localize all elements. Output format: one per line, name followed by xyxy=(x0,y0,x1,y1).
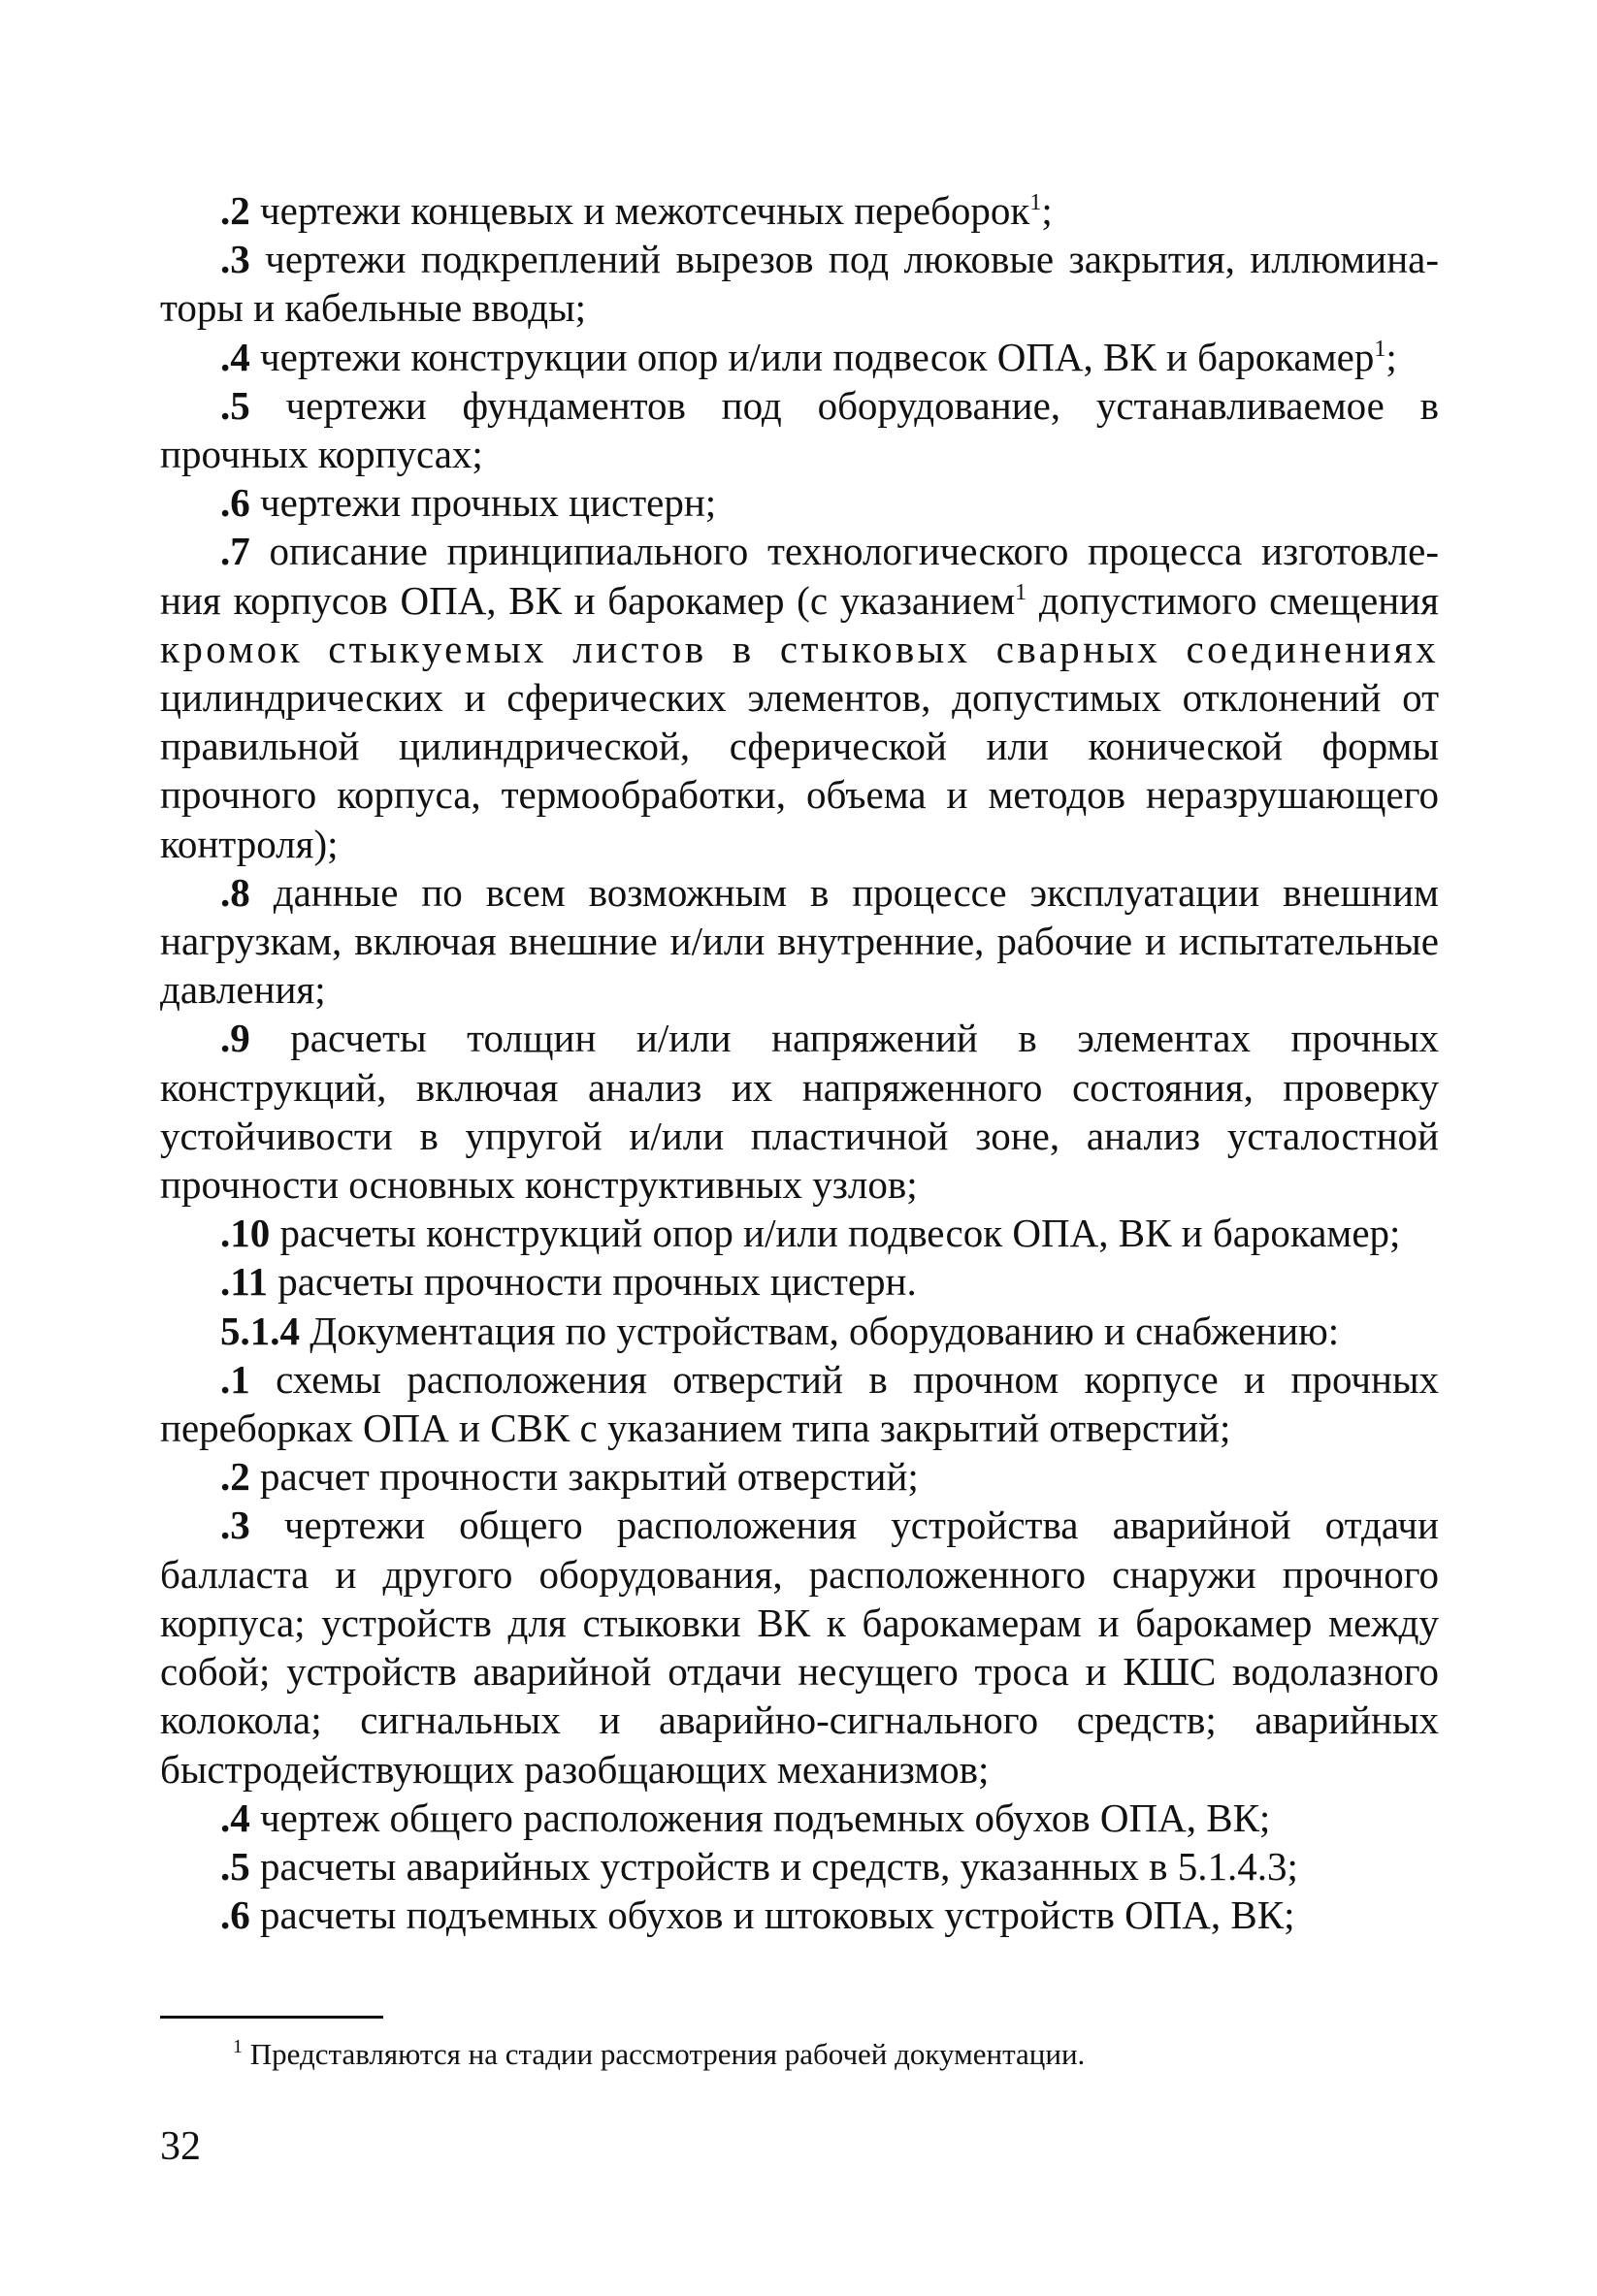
item-text: расчеты аварийных устройств и средств, указанных в 5.1.4.3; xyxy=(249,1843,1298,1889)
footnote-ref: 1 xyxy=(1029,190,1042,216)
item-number: .7 xyxy=(220,529,250,574)
footnote-divider xyxy=(160,2016,383,2019)
footnote-ref: 1 xyxy=(1015,579,1027,605)
item-text-tail: ; xyxy=(1385,334,1397,379)
item-number: .11 xyxy=(220,1259,268,1305)
paragraph-item-6-lug-calcs xyxy=(160,1891,1439,1939)
item-text: расчеты подъемных обухов и штоковых устройств ОПА, ВК; xyxy=(249,1892,1295,1938)
item-number: .2 xyxy=(220,1454,250,1500)
item-text-continued: допустимого смещения xyxy=(1027,577,1439,623)
item-number: .6 xyxy=(220,480,250,526)
paragraph-item-8-loads xyxy=(160,868,1439,1015)
item-number: .4 xyxy=(220,1795,250,1840)
paragraph-item-2-closures xyxy=(160,1452,1439,1501)
footnote-ref: 1 xyxy=(1374,336,1386,362)
item-number: .5 xyxy=(220,1843,250,1889)
item-text: чертеж общего расположения подъемных обухов ОПА, ВК; xyxy=(249,1795,1271,1840)
item-text: чертежи общего расположения устройства аварийной отдачи балласта и другого оборудования, расположенного снаружи прочного корпуса; устройств для стыковки ВК к барокамерам и барокамер между собой; устройств аварийной отдачи несущего троса и КШС водолазного колокола; сигнальных и аварийно-сигнального средств; аварийных быстродействующих разобщающих механизмов; xyxy=(160,1503,1439,1792)
item-text-tail: цилиндрических и сферических элементов, допустимых отклонений от правильной цилиндрической, сферической или конической формы прочного корпуса, термообработки, объема и методов неразрушающего контроля); xyxy=(160,675,1439,866)
paragraph-item-11-tank-calcs xyxy=(160,1257,1439,1306)
item-text: чертежи фундаментов под оборудование, устанавливаемое в прочных корпусах; xyxy=(160,382,1439,477)
item-text: чертежи концевых и межотсечных переборок xyxy=(249,188,1030,233)
item-text-tail: ; xyxy=(1041,188,1053,233)
footnote-mark: 1 xyxy=(233,2036,243,2057)
item-text: чертежи прочных цистерн; xyxy=(249,480,717,526)
section-heading-5-1-4 xyxy=(160,1307,1439,1355)
item-number: .10 xyxy=(220,1211,271,1256)
item-number: .9 xyxy=(220,1016,250,1061)
paragraph-item-2-bulkheads xyxy=(160,186,1439,235)
paragraph-item-9-calculations xyxy=(160,1014,1439,1209)
paragraph-item-1-openings xyxy=(160,1355,1439,1452)
paragraph-item-4-lifting-lugs xyxy=(160,1794,1439,1842)
footnote-text: Представляются на стадии рассмотрения рабочей документации. xyxy=(243,2037,1086,2071)
item-text: данные по всем возможным в процессе эксплуатации внешним нагрузкам, включая внешние и/или внутренние, рабочие и испытательные давления; xyxy=(160,869,1439,1013)
item-number: .2 xyxy=(220,188,250,233)
paragraph-item-7-process xyxy=(160,527,1439,867)
item-text: описание принципиального технологического процесса изготовления корпусов ОПА, ВК и барокамер (с указанием xyxy=(160,529,1439,623)
footnote xyxy=(233,2035,1397,2074)
paragraph-item-3-arrangement xyxy=(160,1501,1439,1793)
item-text: расчет прочности закрытий отверстий; xyxy=(249,1454,919,1500)
page-number: 32 xyxy=(160,2124,201,2169)
paragraph-item-5-emergency-calcs xyxy=(160,1842,1439,1891)
section-number: 5.1.4 xyxy=(220,1308,300,1353)
item-text: чертежи подкреплений вырезов под люковые закрытия, иллюминаторы и кабельные вводы; xyxy=(160,237,1439,331)
item-number: .8 xyxy=(220,869,250,915)
item-number: .3 xyxy=(220,237,250,282)
paragraph-item-3-reinforcements xyxy=(160,235,1439,332)
item-text: чертежи конструкции опор и/или подвесок ОПА, ВК и барокамер xyxy=(249,334,1375,379)
main-text xyxy=(160,186,1439,1939)
paragraph-item-10-support-calcs xyxy=(160,1209,1439,1257)
paragraph-item-6-tanks xyxy=(160,478,1439,527)
paragraph-item-5-foundations xyxy=(160,381,1439,478)
item-text: расчеты конструкций опор и/или подвесок ОПА, ВК и барокамер; xyxy=(270,1211,1401,1256)
item-number: .4 xyxy=(220,334,250,379)
item-number: .3 xyxy=(220,1503,250,1548)
item-text-spaced: кромок стыкуемых листов в стыковых сварных соединениях xyxy=(160,626,1439,671)
item-number: .1 xyxy=(220,1356,250,1402)
item-text: схемы расположения отверстий в прочном корпусе и прочных переборках ОПА и СВК с указанием типа закрытий отверстий; xyxy=(160,1356,1439,1451)
item-text: расчеты прочности прочных цистерн. xyxy=(268,1259,917,1305)
item-number: .5 xyxy=(220,382,250,428)
section-title: Документация по устройствам, оборудованию и снабжению: xyxy=(300,1308,1340,1353)
item-number: .6 xyxy=(220,1892,250,1938)
item-text: расчеты толщин и/или напряжений в элементах прочных конструкций, включая анализ их напряженного состояния, проверку устойчивости в упругой и/или пластичной зоне, анализ усталостной прочности основных конструктивных узлов; xyxy=(160,1016,1439,1208)
paragraph-item-4-supports xyxy=(160,333,1439,381)
